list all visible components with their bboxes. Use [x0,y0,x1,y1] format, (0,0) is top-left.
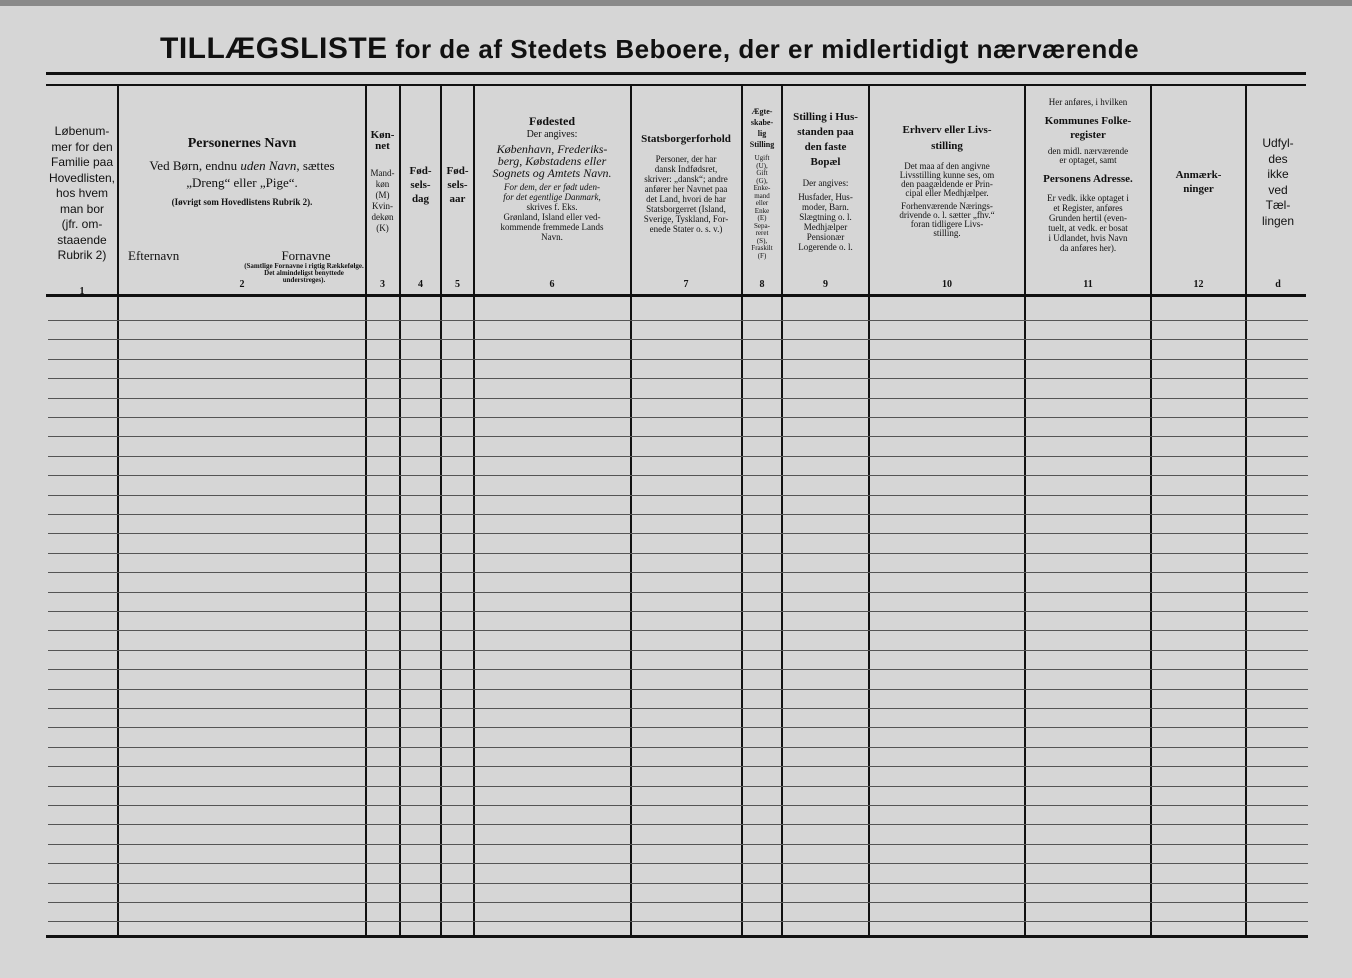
entry-row-line [48,844,1308,845]
entry-row-line [48,689,1308,690]
col8-text: Ugift (U), Gift (G), Enke- mand eller Enke (E) Sepa- reret (S), Fraskilt (F) [751,154,773,260]
col3-text: Mand- køn (M) Kvin- dekøn (K) [370,168,395,233]
col6-sub: Der angives: [526,129,578,140]
col2-forename-label: Fornavne [281,248,331,263]
col11-mid: den midl. nærværende er optaget, samt [1047,146,1129,165]
col7-text: Personer, der har dansk Indfødsret, skriver: „dansk“; andre anfører her Navnet paa det Land, hvori de har Statsborgerret (Island, Sverige, Tyskland, For- enede Stater o. s. v.) [643,154,729,234]
entry-row-line [48,456,1308,457]
entry-row-line [48,824,1308,825]
col5-number: 5 [455,279,460,290]
col9-heading: Stilling i Hus- standen paa den faste Bopæl [793,111,858,168]
entry-row-line [48,533,1308,534]
col2-line1c: , sættes [296,158,335,173]
col6-rest1: For dem, der er født uden- for det egentlige Danmark, [503,182,601,202]
entry-row-line [48,883,1308,884]
header-bottom-rule [46,294,1306,297]
title-lead: TILLÆGSLISTE [160,32,388,65]
col10-heading: Erhverv eller Livs- stilling [902,124,992,152]
col4-heading: Fød- sels- dag [409,165,432,205]
col7-header [632,133,740,234]
top-rule [46,72,1306,75]
col3-heading: Køn- net [370,129,395,152]
col11-pre: Her anføres, i hvilken [1048,97,1128,107]
col11-header [1026,97,1150,253]
cold-number: d [1275,279,1281,290]
col8-header [743,106,781,260]
col2-number: 2 [239,279,245,290]
entry-row-line [48,378,1308,379]
col-divider-1 [117,86,119,938]
entry-row-line [48,339,1308,340]
entry-row-line [48,650,1308,651]
col10-header [870,122,1024,238]
title-rest: for de af Stedets Beboere, der er midlertidigt nærværende [395,34,1140,64]
col-divider-11 [1150,86,1152,938]
entry-row-line [48,611,1308,612]
col2-heading: Personernes Navn [187,136,297,151]
col8-number: 8 [759,279,765,290]
entry-row-line [48,766,1308,767]
col1-header: Løbenum- mer for den Familie paa Hovedlisten, hos hvem man bor (jfr. om- staaende Rubrik 2) [48,124,116,262]
entry-row-line [48,495,1308,496]
col9-text: Husfader, Hus- moder, Barn. Slægtning o. l. Medhjælper Pensionær Logerende o. l. [798,192,853,252]
col6-rest2: skrives f. Eks. Grønland, Island eller ved- kommende fremmede Lands Navn. [500,202,604,242]
col7-number: 7 [683,279,689,290]
col11-text: Er vedk. ikke optaget i et Register, anføres Grunden hertil (even- tuelt, at vedk. er bosat i Udlandet, hvis Navn da anføres her). [1047,193,1129,253]
entry-row-line [48,592,1308,593]
col3-number: 3 [380,279,385,290]
entry-row-line [48,863,1308,864]
col2-header [120,136,364,207]
entry-row-line [48,572,1308,573]
col5-heading: Fød- sels- aar [446,165,469,205]
entry-row-line [48,553,1308,554]
entry-row-line [48,630,1308,631]
col10-text2: Forhenværende Nærings- drivende o. l. sætter „fhv.“ foran tidligere Livs- stilling. [899,201,995,238]
col9-number: 9 [823,279,828,290]
entry-row-line [48,786,1308,787]
col4-number: 4 [418,279,423,290]
col9-header [783,110,868,252]
col-divider-3 [399,86,401,938]
col7-heading: Statsborgerforhold [641,133,731,145]
col11-heading: Kommunes Folke- register [1044,115,1132,141]
col6-header [475,114,629,242]
cold-header: Udfyl- des ikke ved Tæl- lingen [1261,136,1295,228]
col2-line1b: uden Navn [240,158,297,173]
col-divider-4 [440,86,442,938]
entry-row-line [48,902,1308,903]
col2-line1 [120,157,364,174]
entry-row-line [48,921,1308,922]
col2-line2: „Dreng“ eller „Pige“. [186,175,298,190]
col6-italic: København, Frederiks- berg, Købstadens eller Sognets og Amtets Navn. [492,142,612,180]
header-top-rule [46,84,1306,86]
col6-number: 6 [549,279,555,290]
col2-surname-label: Efternavn [128,248,180,263]
entry-row-line [48,320,1308,321]
top-edge-band [0,0,1352,6]
col11-number: 11 [1083,279,1093,290]
col8-heading: Ægte- skabe- lig Stilling [749,107,775,149]
col1-number: 1 [79,286,85,297]
entry-row-line [48,727,1308,728]
entry-row-line [48,805,1308,806]
col9-sub: Der angives: [802,178,849,188]
col10-text1: Det maa af den angivne Livsstilling kunne ses, om den paagældende er Prin- cipal eller Medhjælper. [899,161,995,198]
entry-row-line [48,417,1308,418]
entry-row-line [48,514,1308,515]
entry-row-line [48,398,1308,399]
entry-row-line [48,708,1308,709]
col2-line1a: Ved Børn, endnu [149,158,241,173]
entry-row-line [48,436,1308,437]
col6-heading: Fødested [529,114,575,128]
col12-number: 12 [1193,279,1204,290]
col11-heading2: Personens Adresse. [1043,173,1133,185]
col10-number: 10 [942,279,952,290]
col12-heading: Anmærk- ninger [1175,169,1222,195]
col2-line3: (Iøvrigt som Hovedlistens Rubrik 2). [171,197,313,207]
entry-row-line [48,359,1308,360]
entry-row-line [48,669,1308,670]
entry-row-line [48,475,1308,476]
col2-forename-note: (Samtlige Fornavne i rigtig Rækkefølge. Det almindeligst benyttede understreges). [244,262,364,284]
page-title [160,32,1200,66]
entry-row-line [48,747,1308,748]
bottom-rule [46,935,1308,938]
